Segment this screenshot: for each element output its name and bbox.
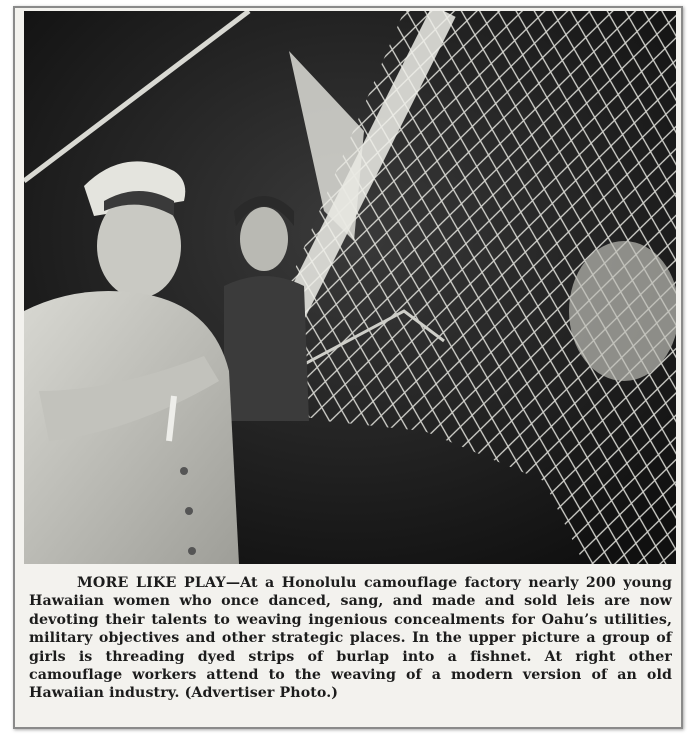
caption-lead: MORE LIKE PLAY bbox=[77, 575, 226, 591]
caption-body: At a Honolulu camouflage factory nearly 200 young Hawaiian women who once danced, sang, and made and sold leis are now devoting their talents to weaving ingenious concealments for Oahu’s utilities, military objectives and other strategic places. In the upper picture a group of girls is threading dyed strips of burlap into a fishnet. At right other camouflage workers attend to the weaving of a modern version of an old Hawaiian industry. (Advertiser Photo.) bbox=[29, 575, 672, 702]
photo-caption bbox=[29, 574, 672, 703]
caption-separator: — bbox=[225, 575, 241, 591]
newspaper-clipping bbox=[13, 6, 683, 729]
photo-illustration bbox=[24, 11, 676, 564]
worker-right bbox=[569, 241, 676, 381]
news-photograph bbox=[24, 11, 676, 564]
